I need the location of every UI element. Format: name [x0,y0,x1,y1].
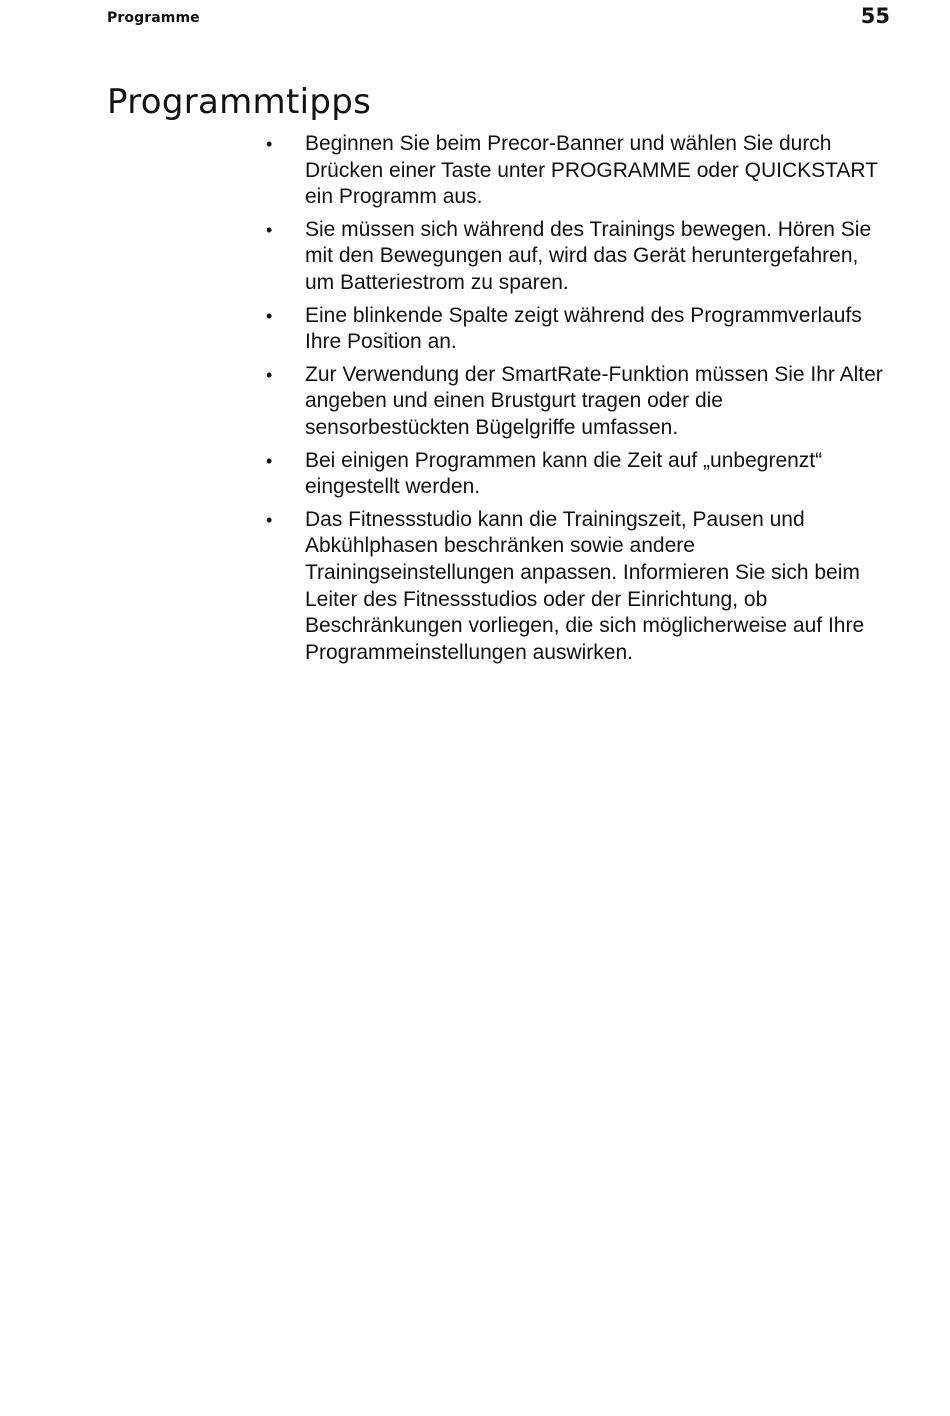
list-item [266,131,886,211]
bullet-icon: • [266,509,273,530]
tip-text: Das Fitnessstudio kann die Trainingszeit, Pausen und Abkühlphasen beschränken sowie andere Trainingseinstellungen anpassen. Informieren Sie sich beim Leiter des Fitnessstudios oder der Einrichtung, ob Beschränkungen vorliegen, die sich möglicherweise auf Ihre Programmeinstellungen auswirken. [305,507,865,664]
list-item [266,507,886,667]
list-item [266,303,886,356]
tip-text: Eine blinkende Spalte zeigt während des Programmverlaufs Ihre Position an. [305,303,862,354]
tip-text: Sie müssen sich während des Trainings bewegen. Hören Sie mit den Bewegungen auf, wird das Gerät heruntergefahren, um Batteriestrom zu sparen. [305,217,872,294]
page-number: 55 [860,4,890,28]
running-header: Programme [107,10,200,26]
tip-text: Bei einigen Programmen kann die Zeit auf „unbegrenzt“ eingestellt werden. [305,448,823,499]
bullet-icon: • [266,134,273,154]
list-item [266,217,886,297]
bullet-icon: • [266,219,273,240]
bullet-icon: • [266,450,273,471]
list-item [266,362,886,442]
list-item [266,448,886,501]
tip-text: Beginnen Sie beim Precor-Banner und wählen Sie durch Drücken einer Taste unter PROGRAMME oder QUICKSTART ein Programm aus. [305,132,878,209]
bullet-icon: • [266,305,273,326]
page-title: Programmtipps [107,82,372,122]
tips-list [266,131,886,672]
bullet-icon: • [266,364,273,385]
tip-text: Zur Verwendung der SmartRate-Funktion müssen Sie Ihr Alter angeben und einen Brustgurt tragen oder die sensorbestückten Bügelgriffe umfassen. [305,362,883,439]
